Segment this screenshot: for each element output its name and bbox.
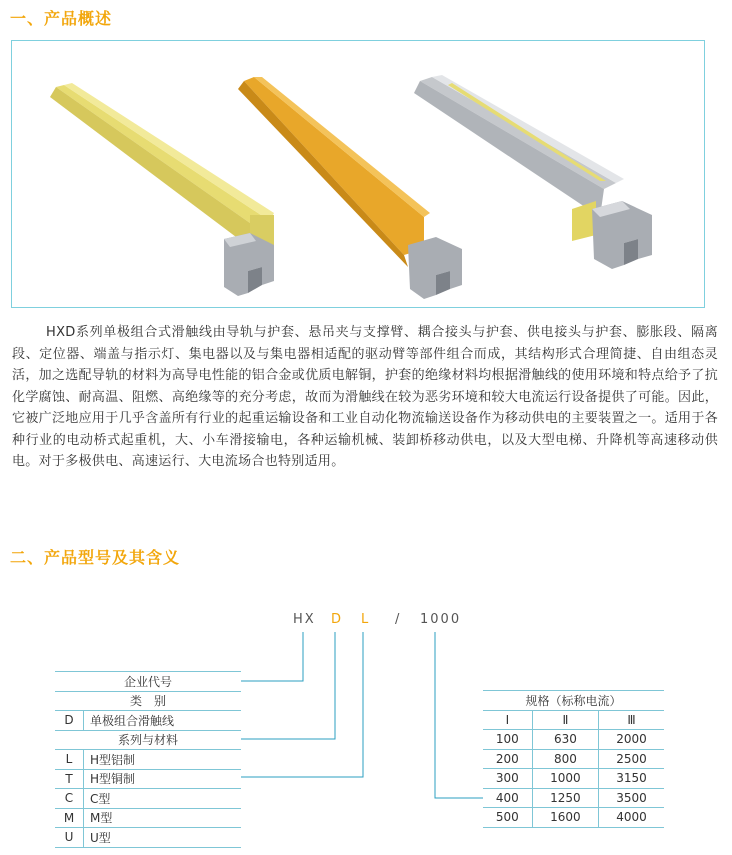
table-row [55,691,241,711]
table-row [483,730,664,750]
table-cell: 类 别 [55,691,241,711]
code-current: 1000 [420,612,462,627]
code-hx: HX [293,612,316,627]
table-row [55,750,241,770]
code-letter-cell: U [55,828,84,848]
table-row [483,749,664,769]
table-cell: 1600 [532,808,598,828]
table-cell: 2000 [599,730,664,750]
spec-header: 规格（标称电流） [483,691,664,711]
table-cell: 1250 [532,788,598,808]
table-cell: C型 [84,789,242,809]
table-row [55,828,241,848]
spec-column-header: Ⅰ [483,710,532,730]
table-cell: 300 [483,769,532,789]
table-cell: 2500 [599,749,664,769]
table-cell: H型铝制 [84,750,242,770]
spec-header-row [483,691,664,711]
table-cell: 200 [483,749,532,769]
table-row [483,788,664,808]
code-letter-cell: M [55,808,84,828]
table-row [55,789,241,809]
table-cell: 系列与材料 [55,730,241,750]
table-cell: 1000 [532,769,598,789]
code-letter-cell: C [55,789,84,809]
spec-table [483,690,664,828]
table-cell: 单极组合滑触线 [84,711,242,731]
table-row [55,711,241,731]
spec-column-row [483,710,664,730]
table-cell: M型 [84,808,242,828]
table-cell: U型 [84,828,242,848]
model-meaning-table [55,671,241,848]
code-letter-cell: L [55,750,84,770]
code-d: D [331,612,344,627]
section-title-overview: 一、产品概述 [10,9,113,28]
table-cell: 500 [483,808,532,828]
table-cell: 100 [483,730,532,750]
table-row [483,769,664,789]
code-l: L [361,612,371,627]
table-row [483,808,664,828]
table-cell: 800 [532,749,598,769]
table-row [55,769,241,789]
product-description: HXD系列单极组合式滑触线由导轨与护套、悬吊夹与支撑臂、耦合接头与护套、供电接头与护套、膨胀段、隔离段、定位器、端盖与指示灯、集电器以及与集电器相适配的驱动臂等部件组合而成，其结构形式合理简捷、自由组态灵活，加之选配导轨的材料为高导电性能的铝合金或优质电解铜，护套的绝缘材料均根据滑触线的使用环境和特点给予了抗化学腐蚀、耐高温、阻燃、高绝缘等的充分考虑，故而为滑触线在较为恶劣环境和较大电流运行设备提供了可能。因此，它被广泛地应用于几乎含盖所有行业的起重运输设备和工业自动化物流输送设备作为移动供电的主要装置之一。适用于各种行业的电动桥式起重机，大、小车滑接输电，各种运输机械、装卸桥移动供电，以及大型电梯、升降机等高速移动供电。对于多极供电、高速运行、大电流场合也特别适用。 [12,325,718,469]
code-slash: / [395,612,402,627]
spec-column-header: Ⅱ [532,710,598,730]
spec-column-header: Ⅲ [599,710,664,730]
table-cell: 3150 [599,769,664,789]
code-letter-cell: T [55,769,84,789]
code-letter-cell: D [55,711,84,731]
table-cell: 3500 [599,788,664,808]
table-cell: H型铜制 [84,769,242,789]
table-cell: 4000 [599,808,664,828]
table-cell: 企业代号 [55,672,241,692]
table-row [55,730,241,750]
section-title-model: 二、产品型号及其含义 [10,548,181,567]
table-row [55,672,241,692]
table-row [55,808,241,828]
table-cell: 630 [532,730,598,750]
table-cell: 400 [483,788,532,808]
